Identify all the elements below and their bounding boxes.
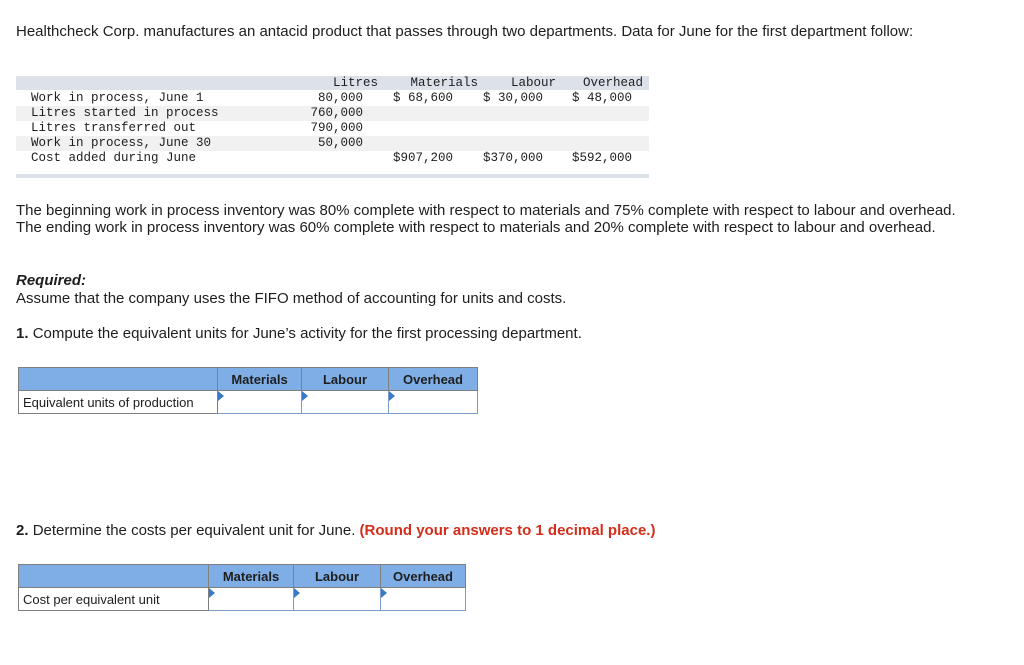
grid-header-materials: Materials xyxy=(209,565,294,588)
input-flag-icon xyxy=(389,391,395,401)
grid-corner xyxy=(19,565,209,588)
header-overhead: Overhead xyxy=(582,76,643,90)
materials-value: $907,200 xyxy=(392,151,453,165)
cost-per-unit-materials-cell xyxy=(209,588,294,611)
row-label: Litres started in process xyxy=(31,106,219,120)
header-labour: Labour xyxy=(510,76,556,90)
row-label: Work in process, June 30 xyxy=(31,136,212,150)
cost-per-unit-labour-input[interactable] xyxy=(294,589,380,609)
question-2 xyxy=(16,522,655,539)
overhead-value: $592,000 xyxy=(571,151,632,165)
grid-row-label: Equivalent units of production xyxy=(19,391,218,414)
table-bottom-rule xyxy=(16,174,649,178)
input-flag-icon xyxy=(209,588,215,598)
cost-per-unit-materials-input[interactable] xyxy=(209,589,293,609)
cost-per-unit-overhead-cell xyxy=(381,588,466,611)
litres-value: 80,000 xyxy=(317,91,363,105)
cost-per-unit-overhead-input[interactable] xyxy=(381,589,465,609)
table-header-row xyxy=(16,76,649,91)
labour-value: $ 30,000 xyxy=(482,91,543,105)
labour-value: $370,000 xyxy=(482,151,543,165)
header-litres: Litres xyxy=(332,76,378,90)
equivalent-units-labour-input[interactable] xyxy=(302,392,388,412)
cost-per-unit-labour-cell xyxy=(294,588,381,611)
table-row xyxy=(16,151,649,166)
overhead-value: $ 48,000 xyxy=(571,91,632,105)
grid-corner xyxy=(19,368,218,391)
equivalent-units-materials-cell xyxy=(218,391,302,414)
grid-header-labour: Labour xyxy=(294,565,381,588)
grid-header-labour: Labour xyxy=(302,368,389,391)
input-flag-icon xyxy=(294,588,300,598)
materials-value: $ 68,600 xyxy=(392,91,453,105)
problem-intro: Healthcheck Corp. manufactures an antacid product that passes through two departments. Data for June for the first department follow: xyxy=(16,23,914,40)
litres-value: 790,000 xyxy=(310,121,363,135)
table-row xyxy=(16,121,649,136)
litres-value: 50,000 xyxy=(317,136,363,150)
assumption-text: Assume that the company uses the FIFO method of accounting for units and costs. xyxy=(16,290,567,307)
rounding-instruction: (Round your answers to 1 decimal place.) xyxy=(359,522,656,539)
header-materials: Materials xyxy=(410,76,478,90)
question-1-text: Compute the equivalent units for June’s activity for the first processing department. xyxy=(32,325,582,342)
production-data-table xyxy=(16,76,649,178)
equivalent-units-grid xyxy=(18,367,478,414)
litres-value: 760,000 xyxy=(310,106,363,120)
equivalent-units-materials-input[interactable] xyxy=(218,392,301,412)
row-label: Litres transferred out xyxy=(31,121,197,135)
completion-note: The beginning work in process inventory was 80% complete with respect to materials and 75% complete with respect to labour and overhead. The ending work in process inventory was 60% complete with respect to materials and 20% complete with respect to labour and overhead. xyxy=(16,202,956,236)
table-row xyxy=(16,136,649,151)
cost-per-unit-grid xyxy=(18,564,466,611)
table-row xyxy=(16,106,649,121)
grid-row-label: Cost per equivalent unit xyxy=(19,588,209,611)
equivalent-units-overhead-input[interactable] xyxy=(389,392,477,412)
row-label: Cost added during June xyxy=(31,151,197,165)
equivalent-units-overhead-cell xyxy=(389,391,478,414)
equivalent-units-labour-cell xyxy=(302,391,389,414)
input-flag-icon xyxy=(218,391,224,401)
input-flag-icon xyxy=(302,391,308,401)
row-label: Work in process, June 1 xyxy=(31,91,204,105)
required-label: Required: xyxy=(16,272,87,289)
question-2-number: 2. xyxy=(16,522,29,539)
question-1 xyxy=(16,325,582,342)
grid-header-materials: Materials xyxy=(218,368,302,391)
table-row xyxy=(16,91,649,106)
question-1-number: 1. xyxy=(16,325,29,342)
grid-header-overhead: Overhead xyxy=(389,368,478,391)
question-2-text: Determine the costs per equivalent unit for June. xyxy=(32,522,356,539)
input-flag-icon xyxy=(381,588,387,598)
grid-header-overhead: Overhead xyxy=(381,565,466,588)
